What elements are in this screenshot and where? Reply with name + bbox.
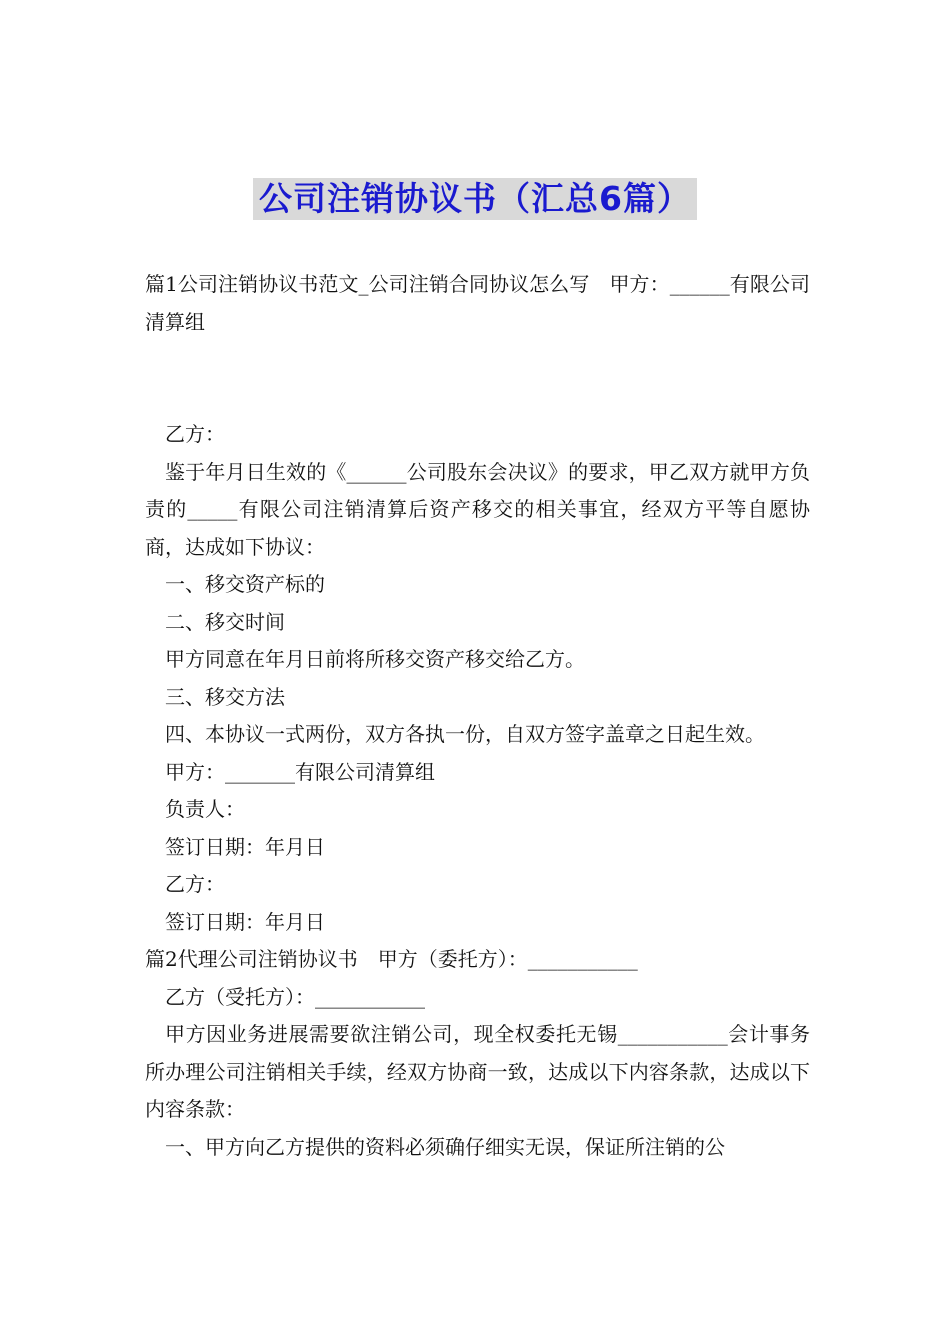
paragraph: 二、移交时间 <box>165 609 285 634</box>
paragraph: 乙方： <box>165 872 225 896</box>
paragraph: 签订日期：年月日 <box>165 834 325 859</box>
paragraph: 负责人： <box>165 797 245 821</box>
paragraph: 一、甲方向乙方提供的资料必须确仔细实无误，保证所注销的公 <box>165 1134 725 1159</box>
paragraph: 一、移交资产标的 <box>165 572 325 596</box>
paragraph: 篇2代理公司注销协议书 甲方（委托方）：___________ <box>145 947 638 971</box>
paragraph: 鉴于年月日生效的《______公司股东会决议》的要求，甲乙双方就甲方负责的_____有限公司注销清算后资产移交的相关事宜，经双方平等自愿协商，达成如下协议： <box>145 459 810 559</box>
paragraph: 甲方：_______有限公司清算组 <box>165 759 435 784</box>
paragraph: 四、本协议一式两份，双方各执一份，自双方签字盖章之日起生效。 <box>165 722 765 746</box>
paragraph: 甲方因业务进展需要欲注销公司，现全权委托无锡___________会计事务所办理公司注销相关手续，经双方协商一致，达成以下内容条款，达成以下内容条款： <box>145 1022 810 1121</box>
paragraph: 甲方同意在年月日前将所移交资产移交给乙方。 <box>165 647 585 671</box>
document-title: 公司注销协议书（汇总6篇） <box>253 178 697 220</box>
paragraph: 签订日期：年月日 <box>165 909 325 934</box>
paragraph: 篇1公司注销协议书范文_公司注销合同协议怎么写 甲方：______有限公司清算组 <box>145 272 810 334</box>
title-container <box>0 178 950 220</box>
paragraph: 三、移交方法 <box>165 684 285 709</box>
document-body <box>145 266 810 1166</box>
paragraph: 乙方（受托方）：___________ <box>165 984 425 1009</box>
paragraph: 乙方： <box>165 422 225 446</box>
